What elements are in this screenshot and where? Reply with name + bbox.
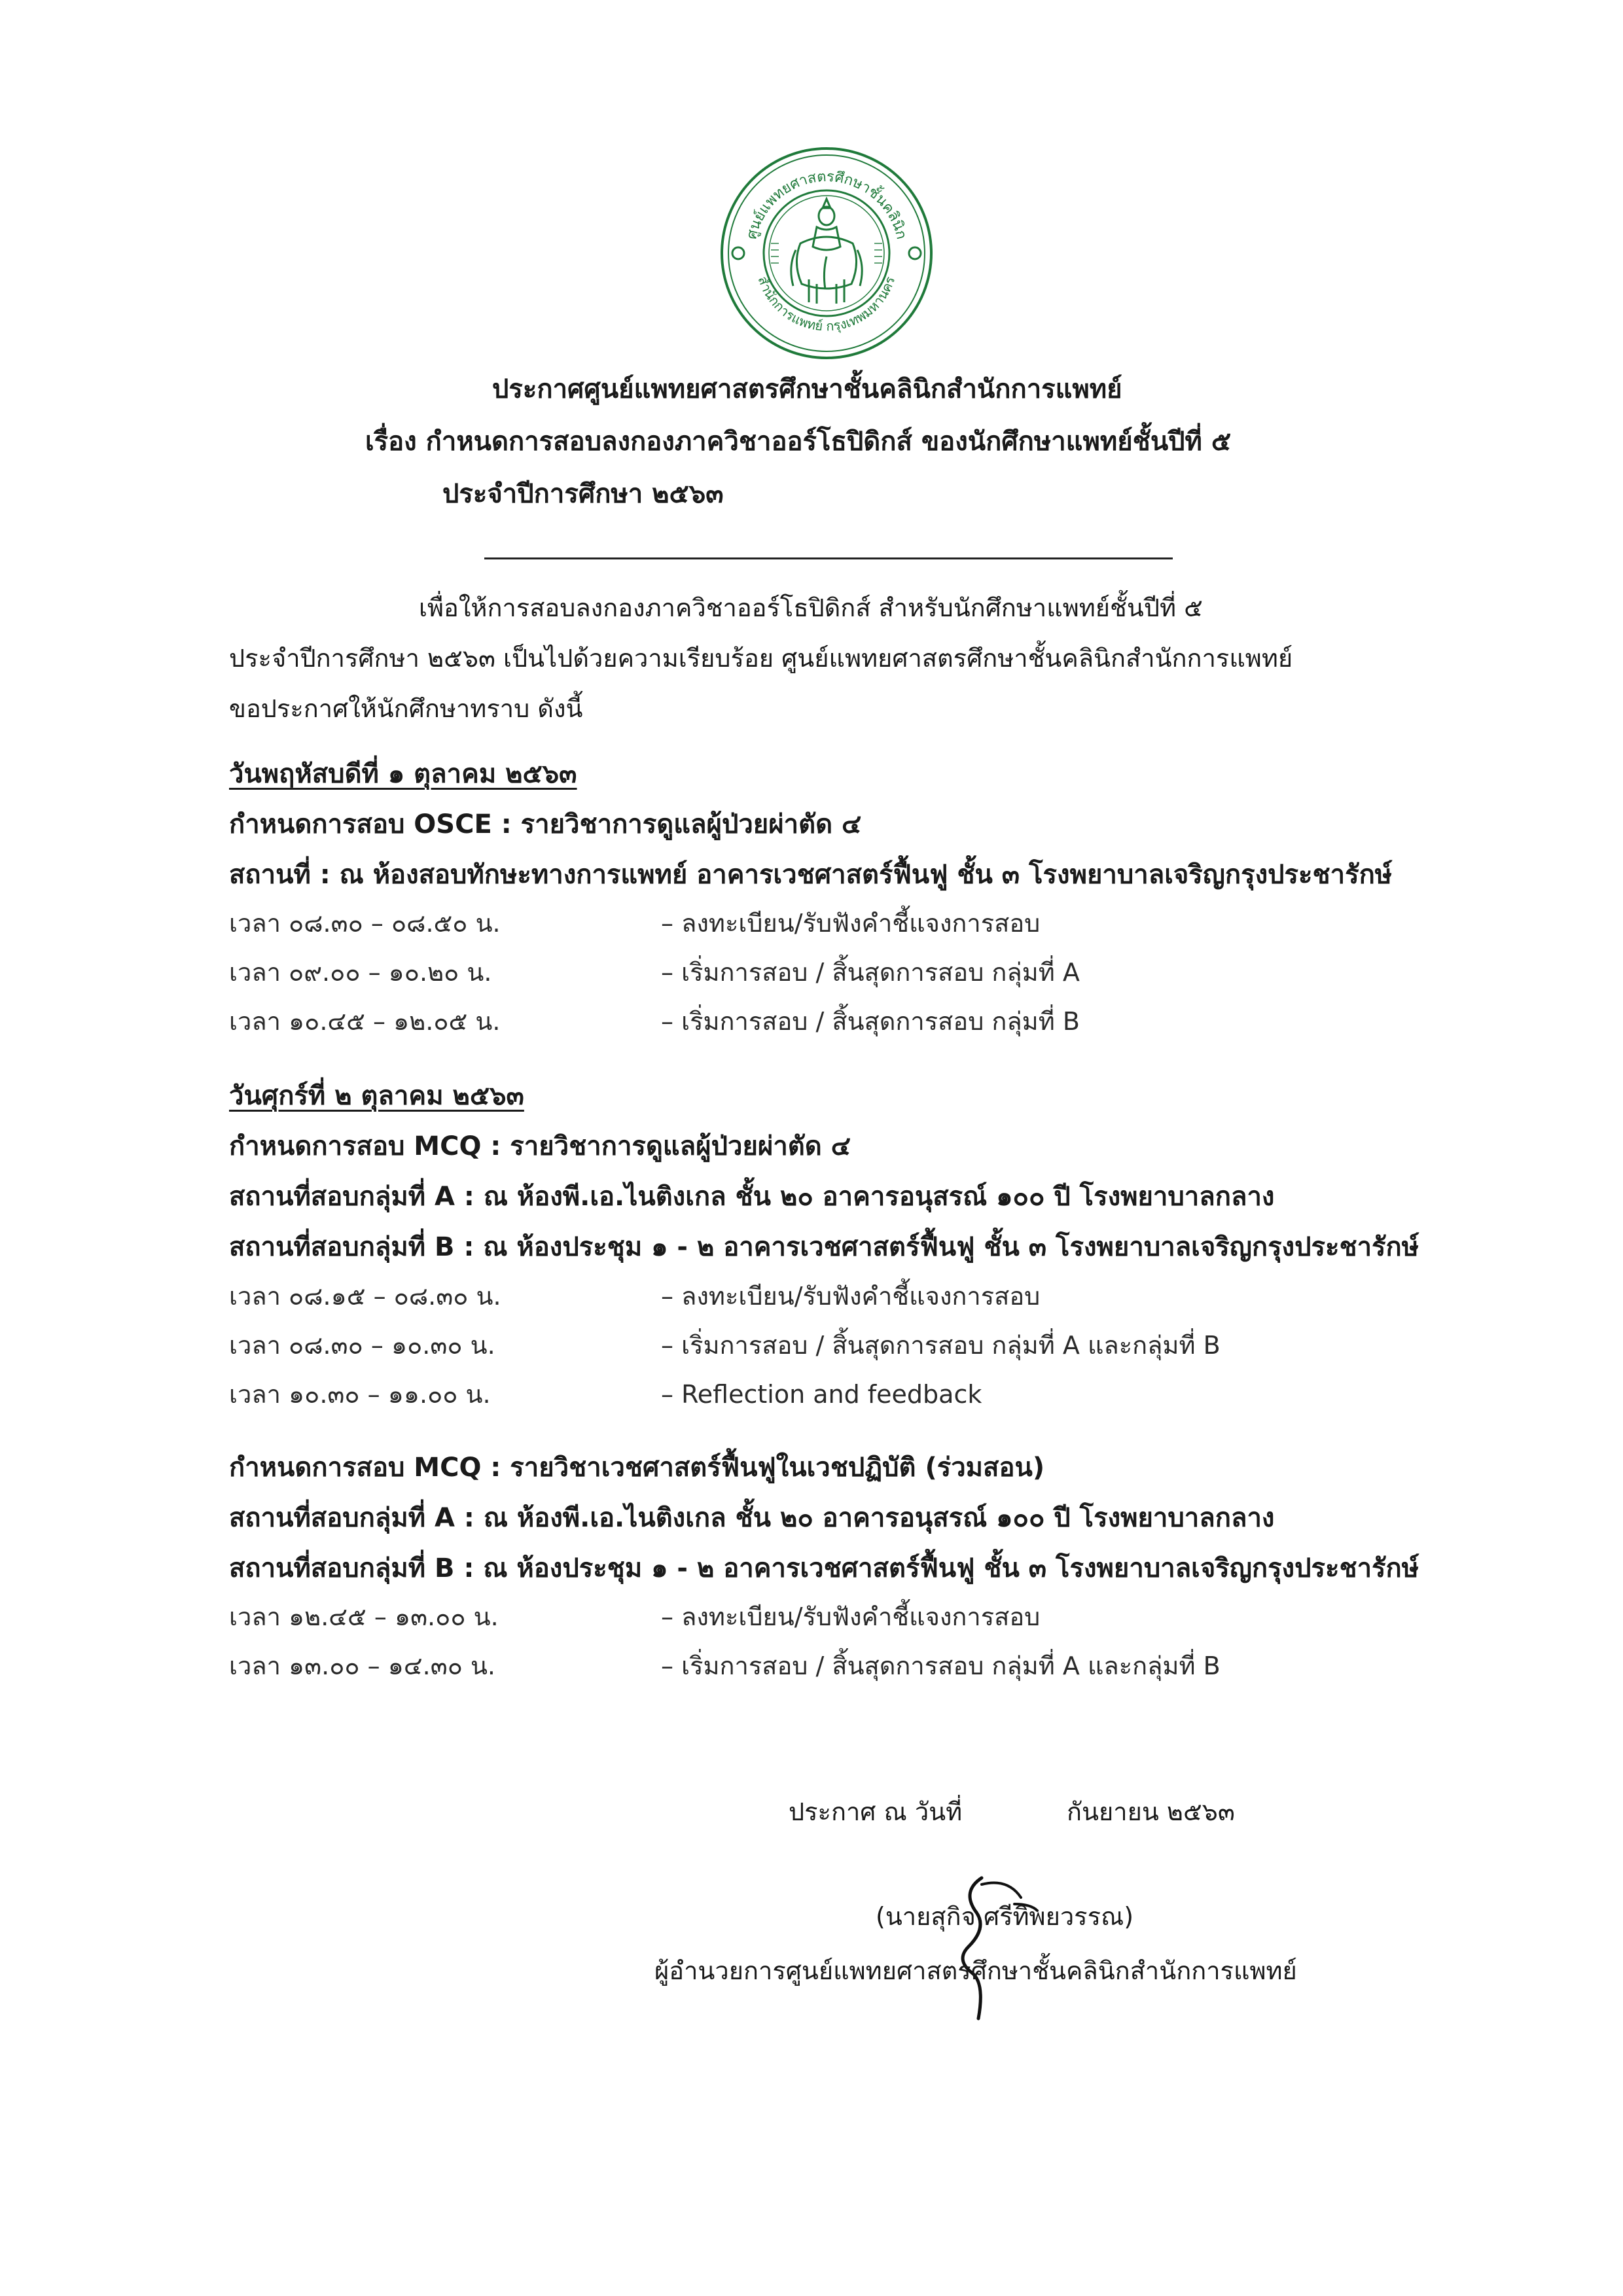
day2-exam1-slot-1-desc: – ลงทะเบียน/รับฟังคำชี้แจงการสอบ bbox=[661, 1282, 1041, 1311]
day1-exam-title: กำหนดการสอบ OSCE : รายวิชาการดูแลผู้ป่วยผ่าตัด ๔ bbox=[229, 809, 862, 839]
svg-text:สำนักการแพทย์ กรุงเทพมหานคร: สำนักการแพทย์ กรุงเทพมหานคร bbox=[755, 274, 899, 334]
day2-exam1-place-a: สถานที่สอบกลุ่มที่ A : ณ ห้องพี.เอ.ไนติงเกล ชั้น ๒๐ อาคารอนุสรณ์ ๑๐๐ ปี โรงพยาบาลกลาง bbox=[229, 1182, 1275, 1212]
day1-exam-place: สถานที่ : ณ ห้องสอบทักษะทางการแพทย์ อาคารเวชศาสตร์ฟื้นฟู ชั้น ๓ โรงพยาบาลเจริญกรุงประชารักษ์ bbox=[229, 860, 1393, 890]
day2-exam1-place-b: สถานที่สอบกลุ่มที่ B : ณ ห้องประชุม ๑ - ๒ อาคารเวชศาสตร์ฟื้นฟู ชั้น ๓ โรงพยาบาลเจริญกรุงประชารักษ์ bbox=[229, 1232, 1419, 1262]
day1-slot-2-time: เวลา ๐๙.๐๐ – ๑๐.๒๐ น. bbox=[229, 958, 492, 987]
institution-seal-logo bbox=[719, 145, 935, 361]
intro-line-3: ขอประกาศให้นักศึกษาทราบ ดังนี้ bbox=[229, 694, 583, 723]
day1-date-heading: วันพฤหัสบดีที่ ๑ ตุลาคม ๒๕๖๓ bbox=[229, 759, 577, 789]
signer-name: (นายสุกิจ ศรีทิพยวรรณ) bbox=[876, 1902, 1134, 1931]
svg-text:ศูนย์แพทยศาสตรศึกษาชั้นคลินิก: ศูนย์แพทยศาสตรศึกษาชั้นคลินิก bbox=[743, 168, 910, 241]
day1-slot-1-time: เวลา ๐๘.๓๐ – ๐๘.๕๐ น. bbox=[229, 909, 501, 938]
day2-exam1-slot-1-time: เวลา ๐๘.๑๕ – ๐๘.๓๐ น. bbox=[229, 1282, 501, 1311]
subject-line: เรื่อง กำหนดการสอบลงกองภาควิชาออร์โธปิดิกส์ ของนักศึกษาแพทย์ชั้นปีที่ ๕ bbox=[365, 427, 1232, 457]
day2-exam1-slot-3-time: เวลา ๑๐.๓๐ – ๑๑.๐๐ น. bbox=[229, 1380, 491, 1409]
day2-exam2-slot-1-desc: – ลงทะเบียน/รับฟังคำชี้แจงการสอบ bbox=[661, 1602, 1041, 1631]
day2-exam2-slot-2-desc: – เริ่มการสอบ / สิ้นสุดการสอบ กลุ่มที่ A และกลุ่มที่ B bbox=[661, 1651, 1221, 1680]
header-divider bbox=[484, 557, 1173, 559]
announcement-heading: ประกาศศูนย์แพทยศาสตรศึกษาชั้นคลินิกสำนักการแพทย์ bbox=[492, 374, 1122, 404]
announce-date-label: ประกาศ ณ วันที่ bbox=[789, 1797, 963, 1826]
academic-year-line: ประจำปีการศึกษา ๒๕๖๓ bbox=[442, 479, 724, 509]
intro-line-2: ประจำปีการศึกษา ๒๕๖๓ เป็นไปด้วยความเรียบร้อย ศูนย์แพทยศาสตรศึกษาชั้นคลินิกสำนักการแพทย์ bbox=[229, 644, 1293, 673]
day1-slot-3-time: เวลา ๑๐.๔๕ – ๑๒.๐๕ น. bbox=[229, 1007, 501, 1036]
day2-exam2-place-a: สถานที่สอบกลุ่มที่ A : ณ ห้องพี.เอ.ไนติงเกล ชั้น ๒๐ อาคารอนุสรณ์ ๑๐๐ ปี โรงพยาบาลกลาง bbox=[229, 1503, 1275, 1533]
announce-date-value: กันยายน ๒๕๖๓ bbox=[1067, 1797, 1235, 1826]
day2-date-heading: วันศุกร์ที่ ๒ ตุลาคม ๒๕๖๓ bbox=[229, 1081, 524, 1111]
day1-slot-2-desc: – เริ่มการสอบ / สิ้นสุดการสอบ กลุ่มที่ A bbox=[661, 958, 1080, 987]
day2-exam1-slot-2-desc: – เริ่มการสอบ / สิ้นสุดการสอบ กลุ่มที่ A และกลุ่มที่ B bbox=[661, 1331, 1221, 1360]
day2-exam2-title: กำหนดการสอบ MCQ : รายวิชาเวชศาสตร์ฟื้นฟูในเวชปฏิบัติ (ร่วมสอน) bbox=[229, 1453, 1045, 1483]
day2-exam1-slot-2-time: เวลา ๐๘.๓๐ – ๑๐.๓๐ น. bbox=[229, 1331, 495, 1360]
day2-exam1-slot-3-desc: – Reflection and feedback bbox=[661, 1380, 982, 1409]
day2-exam2-place-b: สถานที่สอบกลุ่มที่ B : ณ ห้องประชุม ๑ - ๒ อาคารเวชศาสตร์ฟื้นฟู ชั้น ๓ โรงพยาบาลเจริญกรุงประชารักษ์ bbox=[229, 1553, 1419, 1583]
signer-title: ผู้อำนวยการศูนย์แพทยศาสตรศึกษาชั้นคลินิกสำนักการแพทย์ bbox=[654, 1956, 1297, 1985]
day2-exam2-slot-1-time: เวลา ๑๒.๔๕ – ๑๓.๐๐ น. bbox=[229, 1602, 499, 1631]
handwritten-signature bbox=[942, 1865, 1054, 2035]
day1-slot-1-desc: – ลงทะเบียน/รับฟังคำชี้แจงการสอบ bbox=[661, 909, 1041, 938]
day2-exam2-slot-2-time: เวลา ๑๓.๐๐ – ๑๔.๓๐ น. bbox=[229, 1651, 496, 1680]
intro-line-1: เพื่อให้การสอบลงกองภาควิชาออร์โธปิดิกส์ สำหรับนักศึกษาแพทย์ชั้นปีที่ ๕ bbox=[419, 593, 1203, 622]
day1-slot-3-desc: – เริ่มการสอบ / สิ้นสุดการสอบ กลุ่มที่ B bbox=[661, 1007, 1080, 1036]
day2-exam1-title: กำหนดการสอบ MCQ : รายวิชาการดูแลผู้ป่วยผ่าตัด ๔ bbox=[229, 1131, 851, 1161]
